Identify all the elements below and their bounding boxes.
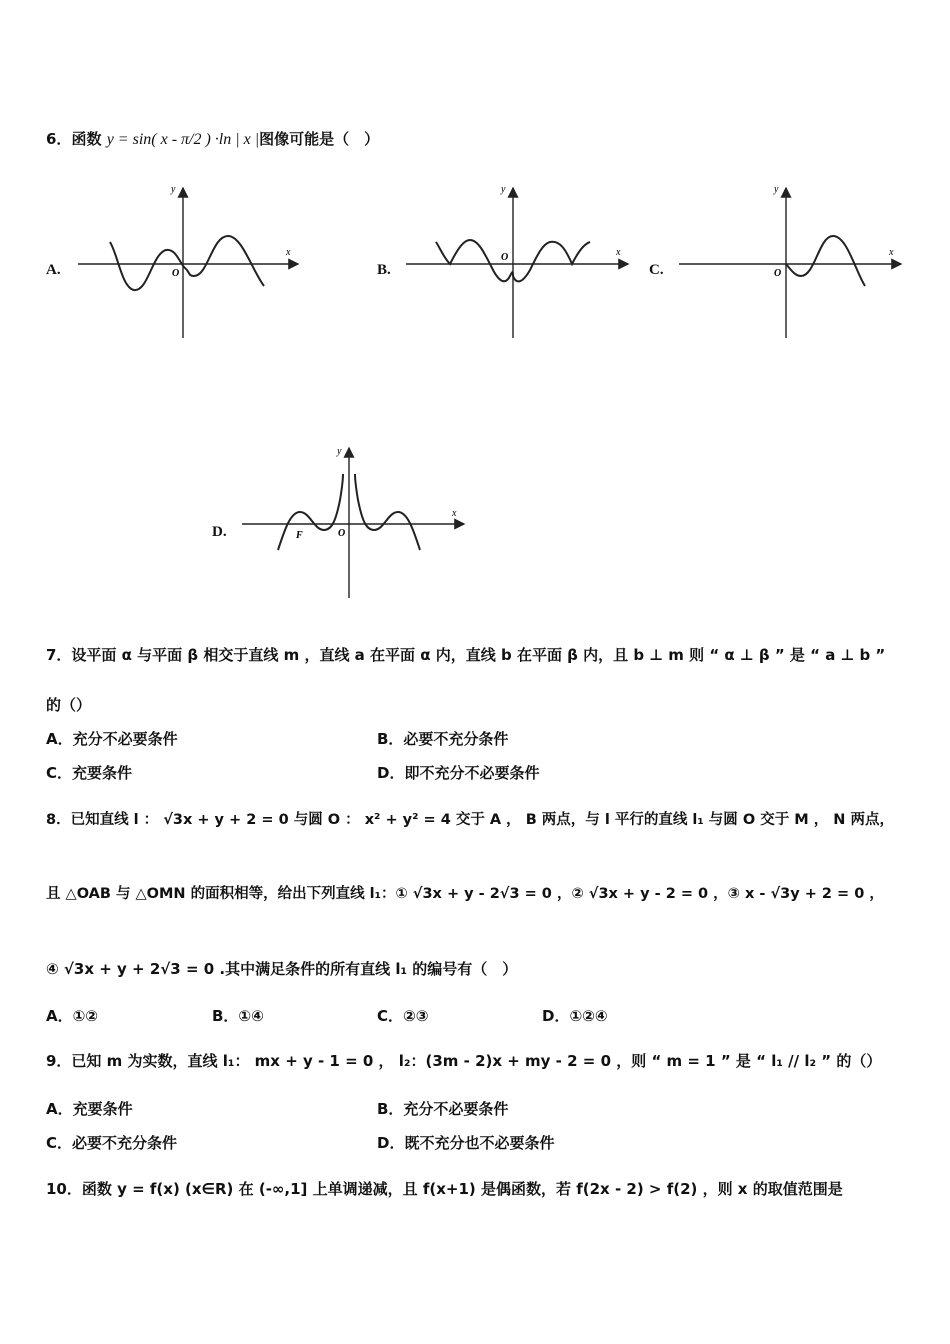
q6-option-c-label: C. [649, 262, 664, 278]
q9-option-c: C．必要不充分条件 [46, 1134, 178, 1152]
q6-prefix: 函数 [71, 130, 102, 148]
q6-graph-d [236, 440, 472, 602]
x-axis-label: x [616, 247, 621, 258]
q10-stem: 10．函数 y = f(x) (x∈R) 在 (-∞,1] 上单调递减，且 f(x+1) 是偶函数，若 f(2x - 2) > f(2) ，则 x 的取值范围是 [46, 1180, 843, 1198]
q7-stem-line2: 的（） [46, 696, 92, 714]
q6-stem [46, 128, 379, 149]
q8-option-d: D．①②④ [542, 1007, 608, 1025]
marker-f-label: F [296, 530, 303, 541]
curve-c [786, 236, 865, 286]
q7-option-c: C．充要条件 [46, 764, 133, 782]
q8-option-a: A．①② [46, 1007, 99, 1025]
q6-option-d-label: D. [212, 524, 227, 540]
q6-suffix: 图像可能是（ ） [259, 130, 380, 148]
q6-formula: y = sin( x - π/2 ) ·ln | x | [106, 131, 260, 148]
y-axis-label: y [774, 184, 779, 195]
q8-stem-line3: ④ √3x + y + 2√3 = 0 .其中满足条件的所有直线 l₁ 的编号有（ ） [46, 960, 518, 978]
q7-stem-line1: 7．设平面 α 与平面 β 相交于直线 m ，直线 a 在平面 α 内，直线 b 在平面 β 内，且 b ⊥ m 则 “ α ⊥ β ” 是 “ a ⊥ b ” [46, 646, 886, 664]
y-axis-label: y [337, 446, 342, 457]
q6-graph-b [400, 180, 636, 342]
curve-a [110, 236, 264, 290]
q6-graph-a [70, 180, 306, 342]
origin-label: O [774, 268, 782, 279]
x-axis-label: x [889, 247, 894, 258]
q9-option-a: A．充要条件 [46, 1100, 133, 1118]
q9-option-b: B．充分不必要条件 [377, 1100, 509, 1118]
q7-option-a: A．充分不必要条件 [46, 730, 178, 748]
y-axis-label: y [501, 184, 506, 195]
x-axis-label: x [452, 508, 457, 519]
x-axis-label: x [286, 247, 291, 258]
q9-option-d: D．既不充分也不必要条件 [377, 1134, 555, 1152]
q7-option-b: B．必要不充分条件 [377, 730, 509, 748]
q9-stem: 9．已知 m 为实数，直线 l₁： mx + y - 1 = 0 ， l₂：(3m - 2)x + my - 2 = 0 ，则 “ m = 1 ” 是 “ l₁ // l₂ ” 的（） [46, 1052, 882, 1070]
q8-option-c: C．②③ [377, 1007, 429, 1025]
q6-option-a-label: A. [46, 262, 61, 278]
y-axis-label: y [171, 184, 176, 195]
origin-label: O [338, 528, 346, 539]
curve-d-right [355, 474, 420, 550]
q8-stem-line2: 且 △OAB 与 △OMN 的面积相等，给出下列直线 l₁：① √3x + y - 2√3 = 0 ，② √3x + y - 2 = 0 ，③ x - √3y + 2 = 0 ， [46, 886, 884, 902]
origin-label: O [501, 252, 509, 263]
q6-number: 6． [46, 130, 72, 148]
curve-d-left [278, 474, 346, 550]
q8-option-b: B．①④ [212, 1007, 264, 1025]
origin-label: O [172, 268, 180, 279]
q6-option-b-label: B. [377, 262, 391, 278]
q8-stem-line1: 8．已知直线 l ： √3x + y + 2 = 0 与圆 O ： x² + y² = 4 交于 A ， B 两点，与 l 平行的直线 l₁ 与圆 O 交于 M ， N 两点， [46, 812, 894, 828]
q6-graph-c [673, 180, 909, 342]
q7-option-d: D．即不充分不必要条件 [377, 764, 540, 782]
